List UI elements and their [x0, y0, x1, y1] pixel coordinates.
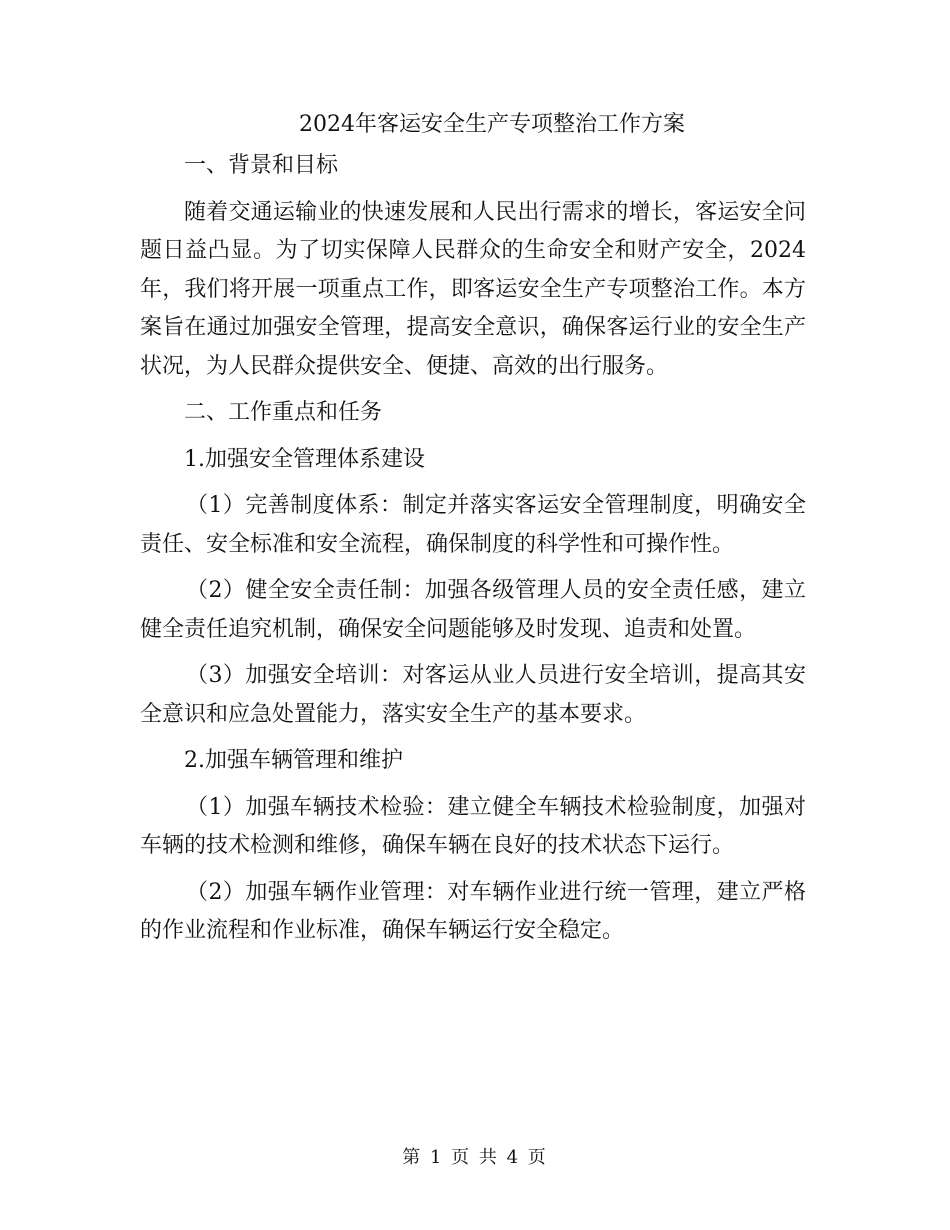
- list-item: （2）加强车辆作业管理：对车辆作业进行统一管理，建立严格的作业流程和作业标准，确保车辆运行安全稳定。: [140, 879, 806, 943]
- list-item: （2）健全安全责任制：加强各级管理人员的安全责任感，建立健全责任追究机制，确保安全问题能够及时发现、追责和处置。: [140, 578, 806, 642]
- document-body: [140, 102, 806, 959]
- subheading-vehicle-management: 2.加强车辆管理和维护: [184, 748, 403, 773]
- section-heading-tasks: 二、工作重点和任务: [184, 400, 383, 425]
- document-title: 2024年客运安全生产专项整治工作方案: [299, 112, 685, 137]
- list-item: （1）完善制度体系：制定并落实客运安全管理制度，明确安全责任、安全标准和安全流程，确保制度的科学性和可操作性。: [140, 493, 806, 557]
- page-number: 第 1 页 共 4 页: [402, 1147, 548, 1168]
- subheading-safety-management: 1.加强安全管理体系建设: [184, 446, 425, 472]
- section-heading-background: 一、背景和目标: [184, 153, 339, 178]
- list-item: （3）加强安全培训：对客运从业人员进行安全培训，提高其安全意识和应急处置能力，落实安全生产的基本要求。: [140, 663, 806, 727]
- list-item: （1）加强车辆技术检验：建立健全车辆技术检验制度，加强对车辆的技术检测和维修，确保车辆在良好的技术状态下运行。: [140, 794, 806, 858]
- background-paragraph: 随着交通运输业的快速发展和人民出行需求的增长，客运安全问题日益凸显。为了切实保障人民群众的生命安全和财产安全，2024年，我们将开展一项重点工作，即客运安全生产专项整治工作。本方案旨在通过加强安全管理，提高安全意识，确保客运行业的安全生产状况，为人民群众提供安全、便捷、高效的出行服务。: [140, 199, 806, 379]
